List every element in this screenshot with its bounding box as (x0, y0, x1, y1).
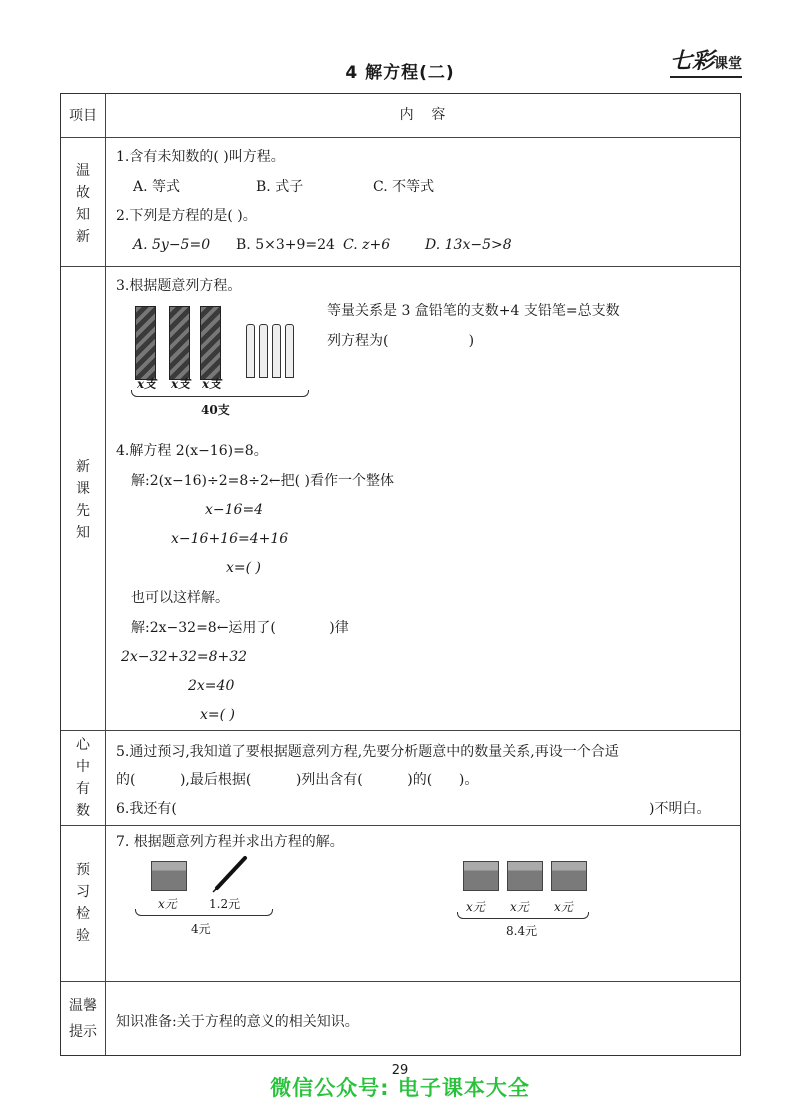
row-divider (61, 266, 740, 267)
pencil-image (246, 324, 255, 378)
q2-option-c: C. z+6 (343, 237, 391, 253)
box-label: x支 (171, 377, 191, 391)
q1-option-c: C. 不等式 (373, 179, 435, 195)
tip-text: 知识准备:关于方程的意义的相关知识。 (116, 1014, 359, 1030)
q2-option-d: D. 13x−5>8 (425, 237, 512, 253)
right-total-brace (457, 912, 589, 919)
q2-option-a: A. 5y−5=0 (133, 237, 211, 253)
q2-option-b: B. 5×3+9=24 (236, 237, 335, 253)
q6-end: )不明白。 (649, 801, 711, 817)
q4-alt-step-2: 2x−32+32=8+32 (121, 649, 248, 665)
section-label-review: 温 故 知 新 (76, 163, 90, 245)
item-price-x: x元 (554, 900, 573, 914)
q3-equation-blank: 列方程为( ) (327, 333, 475, 349)
q5-line-2: 的( ),最后根据( )列出含有( )的( )。 (116, 772, 479, 788)
q4-alt-step-1: 解:2x−32=8←运用了( )律 (131, 620, 349, 636)
q1-option-a: A. 等式 (133, 179, 181, 195)
item-price-x: x元 (510, 900, 529, 914)
pencil-image (259, 324, 268, 378)
q6-start: 6.我还有( (116, 801, 177, 817)
q3-stem: 3.根据题意列方程。 (116, 278, 242, 294)
section-label-mind: 心 中 有 数 (76, 737, 90, 819)
page-number: 29 (391, 1063, 409, 1078)
row-divider (61, 825, 740, 826)
box-label: x支 (202, 377, 222, 391)
column-divider (105, 94, 106, 1055)
q4-step-3: x−16+16=4+16 (171, 531, 289, 547)
q1-stem: 1.含有未知数的( )叫方程。 (116, 149, 285, 165)
logo-small-text: 课堂 (714, 56, 742, 72)
q2-stem: 2.下列是方程的是( )。 (116, 208, 257, 224)
box-label: x支 (137, 377, 157, 391)
column-header-content: 内 容 (399, 107, 446, 123)
item-price-x: x元 (466, 900, 485, 914)
q4-step-1: 解:2(x−16)÷2=8÷2←把( )看作一个整体 (131, 473, 395, 489)
q1-option-b: B. 式子 (256, 179, 304, 195)
pen-price: 1.2元 (209, 897, 241, 911)
q4-alt-step-3: 2x=40 (188, 678, 235, 694)
pencil-box-image (135, 306, 156, 380)
item-price-x: x元 (158, 897, 177, 911)
total-label: 40支 (201, 403, 230, 417)
q4-stem: 4.解方程 2(x−16)=8。 (116, 443, 268, 459)
section-label-new-lesson: 新 课 先 知 (76, 459, 90, 541)
worksheet-table (60, 93, 741, 1056)
q7-stem: 7. 根据题意列方程并求出方程的解。 (116, 834, 344, 850)
left-total: 4元 (191, 922, 211, 936)
section-label-tip: 温馨 提示 (69, 998, 97, 1040)
box-image (463, 861, 499, 891)
box-image (151, 861, 187, 891)
total-brace (131, 390, 309, 397)
row-divider (61, 137, 740, 138)
q4-alt-intro: 也可以这样解。 (131, 590, 229, 606)
logo-text: 七彩 (669, 49, 714, 74)
column-header-project: 项目 (69, 108, 97, 124)
q3-relation: 等量关系是 3 盒铅笔的支数+4 支铅笔=总支数 (327, 303, 620, 319)
left-total-brace (135, 909, 273, 916)
pen-icon (211, 854, 251, 894)
q4-step-4: x=( ) (226, 560, 261, 576)
right-total: 8.4元 (506, 924, 538, 938)
section-label-check: 预 习 检 验 (76, 862, 90, 944)
pencil-box-image (169, 306, 190, 380)
pencil-image (272, 324, 281, 378)
pencil-image (285, 324, 294, 378)
brand-logo (670, 44, 742, 78)
q5-line-1: 5.通过预习,我知道了要根据题意列方程,先要分析题意中的数量关系,再设一个合适 (116, 744, 619, 760)
row-divider (61, 730, 740, 731)
box-image (551, 861, 587, 891)
row-divider (61, 981, 740, 982)
box-image (507, 861, 543, 891)
watermark-text: 微信公众号: 电子课本大全 (270, 1076, 530, 1100)
q4-step-2: x−16=4 (205, 502, 264, 518)
pencil-box-image (200, 306, 221, 380)
page-title: 4 解方程(二) (345, 63, 455, 83)
q4-alt-step-4: x=( ) (200, 707, 235, 723)
